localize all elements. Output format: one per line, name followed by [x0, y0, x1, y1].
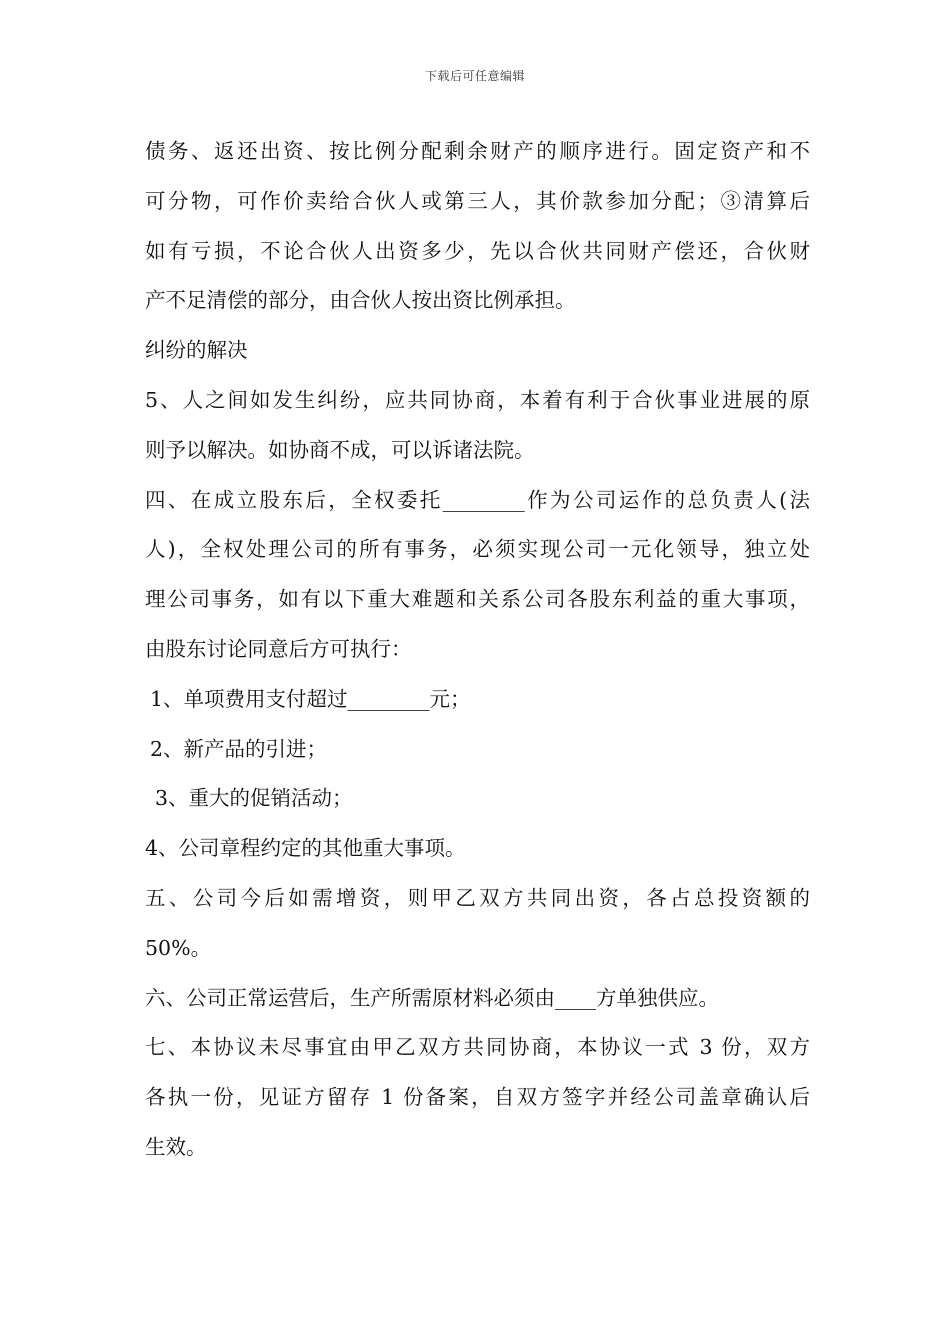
paragraph-line: 生效。	[145, 1134, 207, 1159]
paragraph-line: 如有亏损，不论合伙人出资多少，先以合伙共同财产偿还，合伙财	[145, 238, 810, 263]
paragraph-line: 由股东讨论同意后方可执行：	[145, 636, 412, 661]
list-item: 2、新产品的引进；	[150, 736, 328, 761]
paragraph-line: 人)，全权处理公司的所有事务，必须实现公司一元化领导，独立处	[145, 537, 810, 562]
page-header: 下载后可任意编辑	[424, 69, 525, 83]
paragraph-line: 七、本协议未尽事宜由甲乙双方共同协商，本协议一式 3 份，双方	[145, 1035, 810, 1060]
section-heading: 纠纷的解决	[145, 338, 248, 363]
paragraph-line: 产不足清偿的部分，由合伙人按出资比例承担。	[145, 288, 576, 313]
paragraph-line: 债务、返还出资、按比例分配剩余财产的顺序进行。固定资产和不	[145, 139, 810, 163]
list-item: 4、公司章程约定的其他重大事项。	[145, 836, 466, 861]
paragraph-line: 50%。	[145, 935, 212, 960]
paragraph-line: 四、在成立股东后，全权委托________作为公司运作的总负责人(法	[145, 487, 810, 512]
list-item: 3、重大的促销活动；	[155, 786, 353, 811]
paragraph-line: 各执一份，见证方留存 1 份备案，自双方签字并经公司盖章确认后	[145, 1085, 810, 1110]
paragraph-line: 可分物，可作价卖给合伙人或第三人，其价款参加分配；③清算后	[145, 188, 810, 213]
paragraph-line: 五、公司今后如需增资，则甲乙双方共同出资，各占总投资额的	[145, 885, 810, 910]
document-body	[145, 132, 810, 1178]
paragraph-line: 5、人之间如发生纠纷，应共同协商，本着有利于合伙事业进展的原	[145, 387, 810, 412]
paragraph-line: 理公司事务，如有以下重大难题和关系公司各股东利益的重大事项，	[145, 587, 810, 612]
paragraph-line: 六、公司正常运营后，生产所需原材料必须由____方单独供应。	[145, 985, 719, 1010]
list-item: 1、单项费用支付超过________元；	[150, 686, 471, 711]
paragraph-line: 则予以解决。如协商不成，可以诉诸法院。	[145, 437, 535, 462]
